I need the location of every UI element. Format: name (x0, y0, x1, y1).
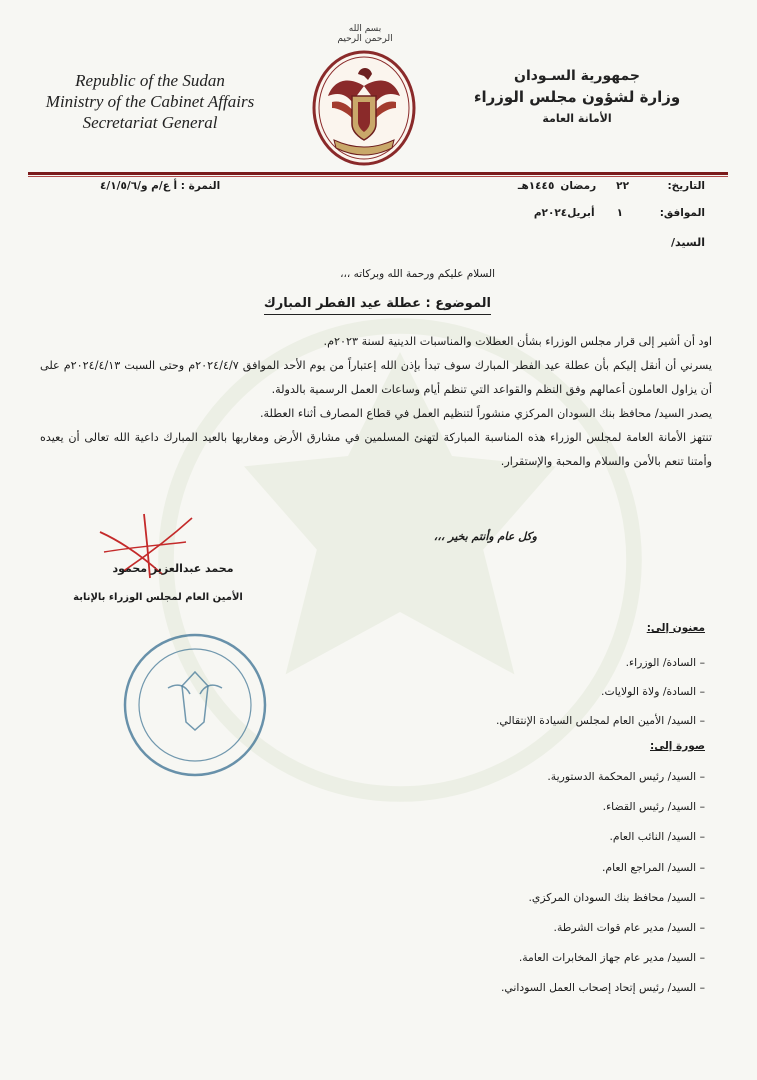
list-item: – السيد/ مدير عام قوات الشرطة. (553, 921, 705, 935)
official-stamp-icon (120, 630, 270, 780)
list-item: – السيد/ المراجع العام. (602, 860, 705, 874)
gregorian-year: ٢٠٢٤م (533, 207, 568, 219)
arabic-letterhead (457, 66, 697, 130)
list-item: – السيد/ رئيس إتحاد إصحاب العمل السوداني. (500, 981, 705, 995)
reference-number: النمرة : أ ع/م و/٤/١/٥/٦ (100, 180, 221, 192)
list-item: – السيد/ الأمين العام لمجلس السيادة الإنتقالي. (495, 714, 705, 727)
list-item: – السيد/ رئيس المحكمة الدستورية. (547, 770, 705, 783)
corresponding-label: الموافق: (659, 207, 705, 219)
signatory-title: الأمين العام لمجلس الوزراء بالإنابة (73, 592, 243, 603)
list-item: – السادة/ الوزراء. (625, 656, 705, 669)
letter-body (40, 330, 712, 474)
republic-name-ar: جمهورية السـودان (514, 68, 640, 84)
gregorian-day: ١ (616, 207, 623, 219)
gregorian-month: أبريل (567, 207, 595, 219)
header-divider (28, 172, 728, 175)
secretariat-name-ar: الأمانة العامة (542, 112, 612, 125)
list-item: – السيد/ النائب العام. (609, 830, 705, 844)
ministry-name: Ministry of the Cabinet Affairs (45, 92, 255, 111)
gregorian-date-line (534, 207, 705, 219)
republic-name: Republic of the Sudan (75, 71, 225, 90)
secretariat-name: Secretariat General (82, 113, 218, 132)
body-paragraph: تنتهز الأمانة العامة لمجلس الوزراء هذه المناسبة المباركة لتهنئ المسلمين في مشارق الأرض ومغاربها بالعيد المبارك داعية الله تعالى أن يعيده وأمتنا تنعم بالأمن والسلام والمحبة والإستقرار. (40, 431, 712, 468)
body-paragraph: اود أن أشير إلى قرار مجلس الوزراء بشأن العطلات والمناسبات الدينية لسنة ٢٠٢٣م. (323, 335, 712, 348)
list-item: – السيد/ رئيس القضاء. (602, 800, 705, 814)
greeting: السلام عليكم ورحمة الله وبركاته ،،، (340, 268, 495, 280)
hijri-date-line (518, 180, 705, 192)
addressed-to-list (345, 648, 705, 735)
addressed-to-heading: معنون إلى: (646, 622, 705, 634)
sudan-emblem-icon (308, 46, 420, 170)
date-label: التاريخ: (667, 180, 705, 192)
ministry-name-ar: وزارة لشؤون مجلس الوزراء (473, 88, 681, 106)
closing-wishes: وكل عام وأنتم بخير ،،، (433, 530, 537, 543)
addressee-label: السيد/ (671, 236, 705, 249)
hijri-month: رمضان (560, 180, 597, 192)
basmala-calligraphy: بسم الله الرحمن الرحيم (337, 24, 393, 44)
copy-to-list (345, 762, 705, 1004)
list-item: – السيد/ مدير عام جهاز المخابرات العامة. (518, 951, 705, 965)
subject-line: الموضوع : عطلة عيد الفطر المبارك (264, 296, 491, 315)
list-item: – السادة/ ولاة الولايات. (601, 685, 705, 698)
hijri-year: ١٤٤٥هـ (517, 180, 555, 192)
hijri-day: ٢٢ (616, 180, 629, 192)
signatory-name: محمد عبدالعزيز محمود (112, 562, 234, 575)
header-divider-thin (28, 176, 728, 177)
copy-to-heading: صورة إلى: (650, 740, 705, 752)
english-letterhead (30, 70, 270, 133)
body-paragraph: يصدر السيد/ محافظ بنك السودان المركزي منشوراً لتنظيم العمل في قطاع المصارف أثناء العطلة. (260, 407, 712, 420)
body-paragraph: يسرني أن أنقل إليكم بأن عطلة عيد الفطر المبارك سوف تبدأ بإذن الله إعتباراً من يوم الأحد الموافق ٢٠٢٤/٤/٧م وحتى السبت ٢٠٢٤/٤/١٣م على أن يزاول العاملون أعمالهم وفق النظم والقواعد التي تنظم أيام وساعات العمل الرسمية بالدولة. (40, 359, 712, 396)
list-item: – السيد/ محافظ بنك السودان المركزي. (528, 890, 705, 904)
